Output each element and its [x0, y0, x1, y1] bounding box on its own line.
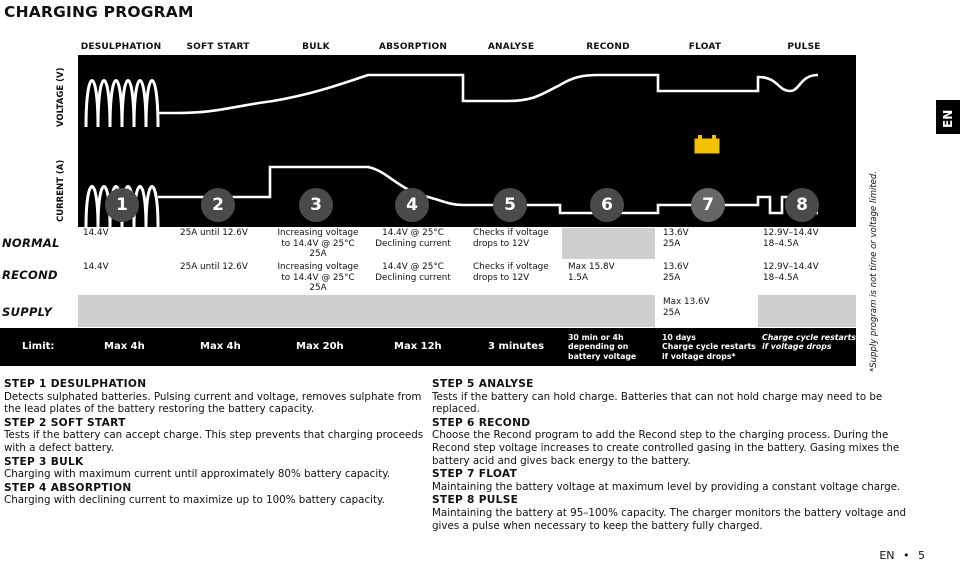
recond-pulse: 12.9V–14.4V 18–4.5A	[763, 262, 819, 283]
stage-header-pulse: PULSE	[787, 42, 821, 52]
recond-analyse: Checks if voltage drops to 12V	[473, 262, 549, 283]
footer-lang: EN	[879, 549, 895, 562]
row-label-normal: NORMAL	[2, 236, 60, 250]
limit-pulse: Charge cycle restarts if voltage drops	[762, 333, 856, 352]
page-footer	[879, 549, 925, 562]
row-normal	[78, 227, 856, 260]
step-5-text: Tests if the battery can hold charge. Batteries that can not hold charge may need to be replaced.	[432, 390, 883, 416]
stage-header-recond: RECOND	[586, 42, 630, 52]
step-2-text: Tests if the battery can accept charge. This step prevents that charging proceeds with a defect battery.	[4, 429, 424, 454]
row-supply	[78, 295, 856, 328]
step-badge-6: 6	[590, 188, 624, 222]
normal-recond-empty	[562, 228, 655, 259]
limit-bulk: Max 20h	[296, 341, 344, 352]
limit-float: 10 days Charge cycle restarts if voltage drops*	[662, 333, 756, 361]
step-badge-3: 3	[299, 188, 333, 222]
charging-diagram	[78, 55, 856, 227]
stage-header-absorption: ABSORPTION	[378, 42, 448, 52]
step-badge-2: 2	[201, 188, 235, 222]
step-8-text: Maintaining the battery at 95–100% capacity. The charger monitors the battery voltage and gives a pulse when necessary to keep the battery fully charged.	[432, 506, 907, 532]
language-tab	[936, 100, 960, 134]
step-badge-7: 7	[691, 188, 725, 222]
steps-right-column	[432, 378, 917, 533]
normal-desulphation: 14.4V	[83, 228, 109, 238]
step-1-title: STEP 1 DESULPHATION	[4, 378, 147, 390]
normal-analyse: Checks if voltage drops to 12V	[473, 228, 549, 249]
row-label-recond: RECOND	[2, 268, 58, 282]
normal-pulse: 12.9V–14.4V 18–4.5A	[763, 228, 819, 249]
battery-icon	[695, 135, 719, 153]
supply-footnote: *Supply program is not time or voltage limited.	[869, 171, 879, 372]
recond-absorption: 14.4V @ 25°C Declining current	[375, 262, 451, 283]
limit-recond: 30 min or 4h depending on battery voltage	[568, 333, 637, 361]
step-4-text: Charging with declining current to maximize up to 100% battery capacity.	[4, 494, 385, 507]
step-6-title: STEP 6 RECOND	[432, 416, 531, 429]
current-axis-label: CURRENT (A)	[56, 159, 66, 222]
step-badge-4: 4	[395, 188, 429, 222]
normal-absorption: 14.4V @ 25°C Declining current	[375, 228, 451, 249]
step-7-title: STEP 7 FLOAT	[432, 468, 518, 481]
step-7-text: Maintaining the battery voltage at maximum level by providing a constant voltage charge.	[432, 480, 901, 493]
step-2-title: STEP 2 SOFT START	[4, 416, 126, 429]
page-title: CHARGING PROGRAM	[4, 3, 194, 21]
recond-recond: Max 15.8V 1.5A	[568, 262, 615, 283]
footer-bullet: •	[903, 549, 910, 562]
page-number: 5	[918, 549, 925, 562]
normal-soft-start: 25A until 12.6V	[180, 228, 248, 238]
step-badge-8: 8	[785, 188, 819, 222]
stage-header-soft-start: SOFT START	[186, 42, 250, 52]
limit-desulphation: Max 4h	[104, 341, 145, 352]
voltage-axis-label: VOLTAGE (V)	[56, 67, 66, 127]
stage-header-bulk: BULK	[302, 42, 330, 52]
step-1-text: Detects sulphated batteries. Pulsing current and voltage, removes sulphate from the lead plates of the battery restoring the battery capacity.	[4, 390, 422, 416]
charging-curves	[78, 55, 856, 227]
step-6-text: Choose the Recond program to add the Recond step to the charging process. During the Recond step voltage increases to create controlled gasing in the battery. Gasing mixes the battery acid and gives back energy to the battery.	[432, 429, 900, 467]
language-tab-label: EN	[941, 109, 955, 128]
recond-desulphation: 14.4V	[83, 262, 109, 272]
step-5-title: STEP 5 ANALYSE	[432, 378, 534, 390]
normal-bulk: Increasing voltage to 14.4V @ 25°C 25A	[277, 228, 359, 259]
step-badge-5: 5	[493, 188, 527, 222]
normal-float: 13.6V 25A	[663, 228, 689, 249]
supply-float: Max 13.6V 25A	[663, 297, 710, 318]
supply-empty-left	[78, 295, 655, 327]
step-4-title: STEP 4 ABSORPTION	[4, 481, 132, 494]
limit-label: Limit:	[22, 341, 55, 352]
stage-header-desulphation: DESULPHATION	[80, 42, 162, 52]
supply-empty-right	[758, 295, 856, 327]
recond-bulk: Increasing voltage to 14.4V @ 25°C 25A	[277, 262, 359, 293]
step-8-title: STEP 8 PULSE	[432, 494, 519, 507]
recond-soft-start: 25A until 12.6V	[180, 262, 248, 272]
step-3-text: Charging with maximum current until approximately 80% battery capacity.	[4, 468, 391, 481]
voltage-curve	[158, 75, 818, 113]
limit-soft-start: Max 4h	[200, 341, 241, 352]
limit-analyse: 3 minutes	[488, 341, 545, 352]
voltage-desulphation-pulses	[86, 81, 158, 128]
step-3-title: STEP 3 BULK	[4, 455, 84, 468]
limit-bar	[0, 328, 856, 366]
recond-float: 13.6V 25A	[663, 262, 689, 283]
stage-header-analyse: ANALYSE	[487, 42, 535, 52]
row-label-supply: SUPPLY	[2, 305, 53, 319]
step-badge-1: 1	[105, 188, 139, 222]
row-recond	[78, 261, 856, 294]
steps-left-column	[4, 378, 424, 508]
limit-absorption: Max 12h	[394, 341, 442, 352]
stage-header-float: FLOAT	[688, 42, 722, 52]
